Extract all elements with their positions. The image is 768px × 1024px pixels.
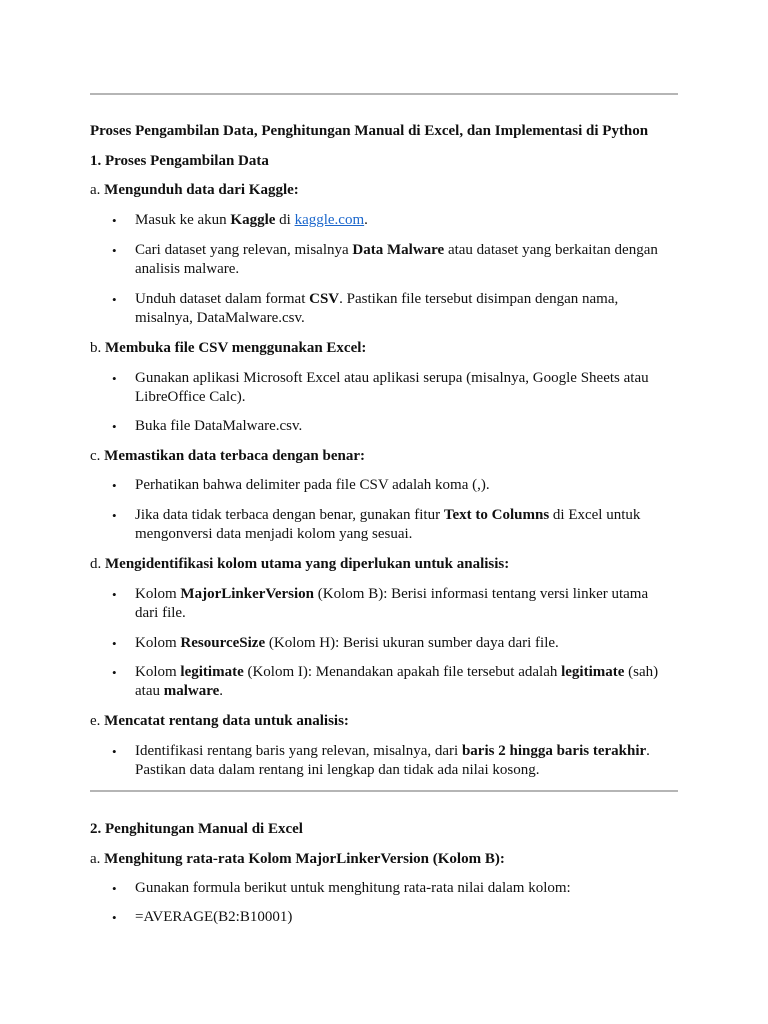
section-1-heading: 1. Proses Pengambilan Data [90,153,269,169]
subsection-title: Memastikan data terbaca dengan benar: [104,448,365,464]
text: Gunakan aplikasi Microsoft Excel atau aplikasi serupa (misalnya, Google Sheets atau [135,370,649,386]
text: Jika data tidak terbaca dengan benar, gunakan fitur [135,507,444,523]
subsection-a-heading [90,181,299,200]
text: Cari dataset yang relevan, misalnya [135,242,353,258]
bullet-icon: • [112,665,117,680]
bullet-icon: • [112,910,117,925]
subsection-b-heading [90,339,366,358]
text: (Kolom H): Berisi ukuran sumber daya dari file. [265,635,559,651]
text: atau dataset yang berkaitan dengan [444,242,658,258]
horizontal-rule-top [90,93,678,95]
subsection-prefix: c. [90,448,105,464]
subsection-2a-heading [90,850,505,869]
bold-text: baris 2 hingga baris terakhir [461,743,647,759]
text: Buka file DataMalware.csv. [135,418,303,434]
bold-text: Text to Columns [443,507,550,523]
subsection-prefix: a. [90,851,105,867]
text: Gunakan formula berikut untuk menghitung rata-rata nilai dalam kolom: [135,880,571,896]
text: . Pastikan file tersebut disimpan dengan nama, [339,291,619,307]
subsection-title: Menghitung rata-rata Kolom MajorLinkerVersion (Kolom B): [104,851,505,867]
text: mengonversi data menjadi kolom yang sesuai. [135,526,413,542]
subsection-c-heading [90,447,365,466]
bold-text: legitimate [561,664,625,680]
bold-text: legitimate [180,664,244,680]
text: Unduh dataset dalam format [135,291,310,307]
text: Kolom [135,635,181,651]
kaggle-link[interactable]: kaggle.com [294,212,365,228]
text: di [275,212,295,228]
text: Kolom [135,586,181,602]
subsection-e-heading [90,712,349,731]
bullet-icon: • [112,881,117,896]
bold-text: Kaggle [230,212,276,228]
bullet-icon: • [112,371,117,386]
bullet-icon: • [112,508,117,523]
text: . [219,683,224,699]
bold-text: MajorLinkerVersion [180,586,315,602]
horizontal-rule-middle [90,790,678,792]
bullet-icon: • [112,292,117,307]
subsection-prefix: b. [90,340,105,356]
bold-text: ResourceSize [180,635,266,651]
document-title: Proses Pengambilan Data, Penghitungan Manual di Excel, dan Implementasi di Python [90,123,649,139]
text: Kolom [135,664,181,680]
text: Identifikasi rentang baris yang relevan, misalnya, dari [135,743,462,759]
bold-text: Data Malware [352,242,445,258]
subsection-prefix: e. [90,713,105,729]
text: Pastikan data dalam rentang ini lengkap dan tidak ada nilai kosong. [135,762,540,778]
text: Perhatikan bahwa delimiter pada file CSV adalah koma (,). [135,477,490,493]
bullet-icon: • [112,744,117,759]
bold-text: CSV [309,291,340,307]
text: (Kolom B): Berisi informasi tentang versi linker utama [314,586,649,602]
subsection-prefix: a. [90,182,105,198]
text: . [646,743,650,759]
text: (sah) [624,664,659,680]
subsection-title: Membuka file CSV menggunakan Excel: [105,340,367,356]
bullet-icon: • [112,636,117,651]
text: misalnya, DataMalware.csv. [135,310,305,326]
text: . [364,212,368,228]
bullet-icon: • [112,478,117,493]
bold-text: malware [163,683,220,699]
bullet-icon: • [112,587,117,602]
subsection-title: Mencatat rentang data untuk analisis: [104,713,349,729]
subsection-title: Mengidentifikasi kolom utama yang diperlukan untuk analisis: [105,556,510,572]
text: LibreOffice Calc). [135,389,246,405]
text: Masuk ke akun [135,212,231,228]
text: dari file. [135,605,186,621]
formula-text: =AVERAGE(B2:B10001) [135,909,293,925]
subsection-prefix: d. [90,556,105,572]
subsection-title: Mengunduh data dari Kaggle: [104,182,299,198]
text: analisis malware. [135,261,240,277]
text: di Excel untuk [549,507,641,523]
section-2-heading: 2. Penghitungan Manual di Excel [90,821,303,837]
text: (Kolom I): Menandakan apakah file tersebut adalah [243,664,562,680]
bullet-icon: • [112,213,117,228]
bullet-icon: • [112,419,117,434]
text: atau [135,683,164,699]
subsection-d-heading [90,555,509,574]
bullet-icon: • [112,243,117,258]
